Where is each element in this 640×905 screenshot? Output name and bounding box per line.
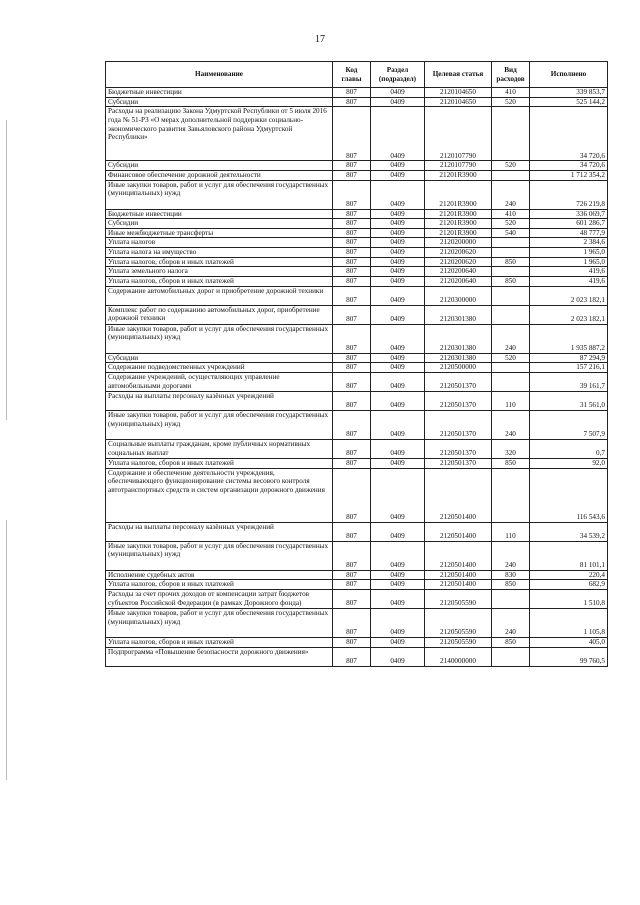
table-cell-name: Иные закупки товаров, работ и услуг для обеспечения государственных (муниципальных) нужд (106, 324, 333, 353)
table-cell-expense-type: 410 (492, 209, 530, 219)
table-cell-chapter-code: 807 (333, 391, 371, 410)
table-cell-target-item: 2120505590 (425, 589, 492, 608)
table-cell-target-item: 2120301380 (425, 324, 492, 353)
table-cell-name: Уплата земельного налога (106, 267, 333, 277)
table-cell-target-item: 2120200000 (425, 238, 492, 248)
table-cell-chapter-code: 807 (333, 267, 371, 277)
table-cell-target-item: 21201R3900 (425, 180, 492, 209)
table-cell-name: Уплата налогов, сборов и иных платежей (106, 580, 333, 590)
scan-edge-mark (6, 120, 7, 420)
header-expense-type: Вид расходов (492, 62, 530, 88)
table-row (106, 353, 608, 363)
header-section: Раздел (подраздел) (371, 62, 425, 88)
table-cell-section: 0409 (371, 209, 425, 219)
table-cell-name: Уплата налогов, сборов и иных платежей (106, 277, 333, 287)
table-row (106, 248, 608, 258)
table-cell-target-item: 2120501370 (425, 439, 492, 458)
table-cell-expense-type: 520 (492, 97, 530, 107)
table-row (106, 88, 608, 98)
table-cell-name: Иные межбюджетные трансферты (106, 228, 333, 238)
table-cell-expense-type (492, 170, 530, 180)
table-row (106, 647, 608, 666)
table-cell-section: 0409 (371, 88, 425, 98)
table-header-row (106, 62, 608, 88)
table-cell-section: 0409 (371, 286, 425, 305)
table-cell-chapter-code: 807 (333, 257, 371, 267)
header-target-item: Целевая статья (425, 62, 492, 88)
table-cell-target-item: 2120301380 (425, 353, 492, 363)
table-cell-executed: 2 023 182,1 (530, 286, 608, 305)
table-cell-section: 0409 (371, 180, 425, 209)
table-cell-expense-type: 320 (492, 439, 530, 458)
table-cell-target-item: 2120501400 (425, 468, 492, 522)
table-cell-section: 0409 (371, 522, 425, 541)
table-row (106, 161, 608, 171)
table-row (106, 277, 608, 287)
table-cell-chapter-code: 807 (333, 589, 371, 608)
table-cell-executed: 116 543,6 (530, 468, 608, 522)
table-cell-target-item: 2120501400 (425, 580, 492, 590)
table-cell-section: 0409 (371, 647, 425, 666)
table-cell-name: Содержание и обеспечение деятельности учреждения, обеспечивающего функционирование системы весового контроля автотранспортных средств и систем организации дорожного движения (106, 468, 333, 522)
table-cell-chapter-code: 807 (333, 286, 371, 305)
table-cell-executed: 2 023 182,1 (530, 305, 608, 324)
table-cell-section: 0409 (371, 238, 425, 248)
table-cell-chapter-code: 807 (333, 88, 371, 98)
table-cell-name: Уплата налога на имущество (106, 248, 333, 258)
table-cell-section: 0409 (371, 589, 425, 608)
table-cell-name: Расходы на выплаты персоналу казённых учреждений (106, 522, 333, 541)
table-cell-executed: 1 965,0 (530, 248, 608, 258)
table-cell-name: Комплекс работ по содержанию автомобильных дорог, приобретение дорожной техники (106, 305, 333, 324)
table-cell-target-item: 2120300000 (425, 286, 492, 305)
table-cell-executed: 34 539,2 (530, 522, 608, 541)
table-cell-executed: 419,6 (530, 277, 608, 287)
table-cell-chapter-code: 807 (333, 228, 371, 238)
table-cell-expense-type: 410 (492, 88, 530, 98)
table-cell-target-item: 2120501400 (425, 522, 492, 541)
table-cell-expense-type (492, 589, 530, 608)
table-row (106, 209, 608, 219)
table-cell-name: Подпрограмма «Повышение безопасности дорожного движения» (106, 647, 333, 666)
table-cell-section: 0409 (371, 161, 425, 171)
table-cell-section: 0409 (371, 580, 425, 590)
table-cell-chapter-code: 807 (333, 238, 371, 248)
table-cell-executed: 0,7 (530, 439, 608, 458)
table-cell-chapter-code: 807 (333, 372, 371, 391)
table-cell-target-item: 2140000000 (425, 647, 492, 666)
table-cell-executed: 1 105,8 (530, 608, 608, 637)
table-cell-section: 0409 (371, 219, 425, 229)
table-cell-section: 0409 (371, 170, 425, 180)
table-cell-executed: 48 777,9 (530, 228, 608, 238)
table-cell-chapter-code: 807 (333, 324, 371, 353)
table-cell-target-item: 2120505590 (425, 608, 492, 637)
table-cell-section: 0409 (371, 248, 425, 258)
table-cell-chapter-code: 807 (333, 353, 371, 363)
table-cell-target-item: 21201R3900 (425, 228, 492, 238)
table-row (106, 267, 608, 277)
table-cell-expense-type: 240 (492, 541, 530, 570)
table-row (106, 219, 608, 229)
table-cell-section: 0409 (371, 439, 425, 458)
table-cell-chapter-code: 807 (333, 570, 371, 580)
table-cell-executed: 87 294,9 (530, 353, 608, 363)
table-row (106, 286, 608, 305)
table-cell-chapter-code: 807 (333, 209, 371, 219)
table-cell-section: 0409 (371, 391, 425, 410)
header-chapter-code: Код главы (333, 62, 371, 88)
table-cell-expense-type (492, 248, 530, 258)
table-cell-chapter-code: 807 (333, 608, 371, 637)
table-cell-section: 0409 (371, 363, 425, 373)
table-cell-executed: 419,6 (530, 267, 608, 277)
table-cell-executed: 34 720,6 (530, 161, 608, 171)
table-cell-section: 0409 (371, 353, 425, 363)
table-cell-target-item: 2120501400 (425, 541, 492, 570)
table-cell-name: Бюджетные инвестиции (106, 88, 333, 98)
table-cell-executed: 1 965,0 (530, 257, 608, 267)
table-cell-expense-type (492, 107, 530, 161)
table-row (106, 391, 608, 410)
table-row (106, 458, 608, 468)
table-cell-chapter-code: 807 (333, 541, 371, 570)
table-cell-name: Содержание подведомственных учреждений (106, 363, 333, 373)
table-cell-expense-type: 520 (492, 161, 530, 171)
table-row (106, 257, 608, 267)
table-cell-target-item: 2120301380 (425, 305, 492, 324)
table-cell-name: Уплата налогов, сборов и иных платежей (106, 257, 333, 267)
table-cell-target-item: 2120501370 (425, 372, 492, 391)
table-cell-expense-type (492, 238, 530, 248)
table-cell-chapter-code: 807 (333, 219, 371, 229)
table-cell-chapter-code: 807 (333, 363, 371, 373)
table-cell-name: Иные закупки товаров, работ и услуг для обеспечения государственных (муниципальных) нужд (106, 410, 333, 439)
table-cell-section: 0409 (371, 228, 425, 238)
table-row (106, 305, 608, 324)
table-cell-chapter-code: 807 (333, 248, 371, 258)
table-row (106, 637, 608, 647)
table-cell-executed: 682,9 (530, 580, 608, 590)
table-cell-name: Субсидии (106, 161, 333, 171)
table-cell-name: Субсидии (106, 353, 333, 363)
table-cell-target-item: 2120501400 (425, 570, 492, 580)
table-cell-target-item: 2120104650 (425, 97, 492, 107)
table-cell-executed: 1 935 887,2 (530, 324, 608, 353)
table-cell-expense-type: 520 (492, 353, 530, 363)
table-cell-name: Содержание учреждений, осуществляющих управление автомобильными дорогами (106, 372, 333, 391)
table-cell-target-item: 2120505590 (425, 637, 492, 647)
table-cell-section: 0409 (371, 305, 425, 324)
table-cell-expense-type: 850 (492, 458, 530, 468)
table-cell-chapter-code: 807 (333, 522, 371, 541)
table-cell-name: Иные закупки товаров, работ и услуг для обеспечения государственных (муниципальных) нужд (106, 541, 333, 570)
table-cell-section: 0409 (371, 97, 425, 107)
table-cell-target-item: 2120107790 (425, 161, 492, 171)
table-cell-executed: 81 101,1 (530, 541, 608, 570)
table-cell-expense-type: 240 (492, 608, 530, 637)
table-cell-name: Иные закупки товаров, работ и услуг для обеспечения государственных (муниципальных) нужд (106, 180, 333, 209)
table-cell-chapter-code: 807 (333, 107, 371, 161)
table-cell-section: 0409 (371, 257, 425, 267)
table-row (106, 608, 608, 637)
table-row (106, 580, 608, 590)
table-cell-executed: 726 219,8 (530, 180, 608, 209)
table-row (106, 238, 608, 248)
table-cell-section: 0409 (371, 570, 425, 580)
table-cell-name: Расходы за счет прочих доходов от компенсации затрат бюджетов субъектов Российской Федерации (в рамках Дорожного фонда) (106, 589, 333, 608)
table-cell-section: 0409 (371, 410, 425, 439)
table-cell-executed: 39 161,7 (530, 372, 608, 391)
table-cell-chapter-code: 807 (333, 580, 371, 590)
table-cell-expense-type (492, 468, 530, 522)
table-cell-name: Субсидии (106, 219, 333, 229)
table-cell-section: 0409 (371, 541, 425, 570)
table-cell-chapter-code: 807 (333, 468, 371, 522)
table-cell-chapter-code: 807 (333, 97, 371, 107)
table-cell-name: Уплата налогов (106, 238, 333, 248)
table-cell-chapter-code: 807 (333, 439, 371, 458)
table-cell-section: 0409 (371, 107, 425, 161)
table-cell-chapter-code: 807 (333, 161, 371, 171)
table-cell-executed: 7 507,9 (530, 410, 608, 439)
table-row (106, 97, 608, 107)
table-cell-executed: 34 720,6 (530, 107, 608, 161)
table-cell-section: 0409 (371, 637, 425, 647)
table-cell-section: 0409 (371, 267, 425, 277)
table-cell-target-item: 2120104650 (425, 88, 492, 98)
table-cell-name: Финансовое обеспечение дорожной деятельности (106, 170, 333, 180)
table-cell-expense-type: 850 (492, 580, 530, 590)
table-cell-expense-type (492, 267, 530, 277)
table-cell-chapter-code: 807 (333, 637, 371, 647)
table-cell-target-item: 2120200620 (425, 257, 492, 267)
table-cell-executed: 99 760,5 (530, 647, 608, 666)
table-cell-target-item: 21201R3900 (425, 170, 492, 180)
table-cell-executed: 339 853,7 (530, 88, 608, 98)
table-cell-expense-type: 240 (492, 410, 530, 439)
table-cell-expense-type: 240 (492, 180, 530, 209)
table-cell-name: Уплата налогов, сборов и иных платежей (106, 458, 333, 468)
table-cell-expense-type: 520 (492, 219, 530, 229)
table-row (106, 522, 608, 541)
table-cell-name: Расходы на выплаты персоналу казённых учреждений (106, 391, 333, 410)
table-cell-chapter-code: 807 (333, 647, 371, 666)
table-cell-name: Бюджетные инвестиции (106, 209, 333, 219)
table-cell-chapter-code: 807 (333, 180, 371, 209)
table-row (106, 541, 608, 570)
table-cell-target-item: 2120200640 (425, 267, 492, 277)
table-cell-target-item: 2120200620 (425, 248, 492, 258)
table-cell-executed: 31 561,0 (530, 391, 608, 410)
page-number: 17 (315, 34, 325, 45)
table-row (106, 439, 608, 458)
table-cell-name: Содержание автомобильных дорог и приобретение дорожной техники (106, 286, 333, 305)
table-cell-name: Субсидии (106, 97, 333, 107)
table-cell-name: Социальные выплаты гражданам, кроме публичных нормативных социальных выплат (106, 439, 333, 458)
table-cell-expense-type: 540 (492, 228, 530, 238)
table-cell-target-item: 2120501370 (425, 391, 492, 410)
table-row (106, 372, 608, 391)
table-cell-expense-type (492, 305, 530, 324)
table-cell-expense-type: 110 (492, 522, 530, 541)
table-cell-name: Исполнение судебных актов (106, 570, 333, 580)
scan-edge-mark (6, 520, 7, 780)
table-cell-name: Уплата налогов, сборов и иных платежей (106, 637, 333, 647)
table-cell-executed: 525 144,2 (530, 97, 608, 107)
table-cell-section: 0409 (371, 458, 425, 468)
table-cell-executed: 157 216,1 (530, 363, 608, 373)
table-cell-expense-type: 850 (492, 257, 530, 267)
table-cell-executed: 336 069,7 (530, 209, 608, 219)
table-cell-executed: 1 712 354,2 (530, 170, 608, 180)
table-cell-chapter-code: 807 (333, 277, 371, 287)
table-cell-expense-type: 110 (492, 391, 530, 410)
table-row (106, 589, 608, 608)
table-cell-name: Иные закупки товаров, работ и услуг для обеспечения государственных (муниципальных) нужд (106, 608, 333, 637)
table-cell-chapter-code: 807 (333, 410, 371, 439)
header-executed: Исполнено (530, 62, 608, 88)
table-cell-expense-type (492, 286, 530, 305)
table-cell-name: Расходы на реализацию Закона Удмуртской Республики от 5 июля 2016 года № 51-РЗ «О мерах дополнительной поддержки социально-экономического развития Завьяловского района Удмуртской Республики» (106, 107, 333, 161)
table-cell-target-item: 21201R3900 (425, 219, 492, 229)
table-cell-executed: 2 384,6 (530, 238, 608, 248)
table-row (106, 324, 608, 353)
table-cell-executed: 405,0 (530, 637, 608, 647)
table-row (106, 107, 608, 161)
table-row (106, 468, 608, 522)
table-cell-section: 0409 (371, 372, 425, 391)
table-cell-executed: 1 510,8 (530, 589, 608, 608)
table-cell-chapter-code: 807 (333, 458, 371, 468)
table-cell-section: 0409 (371, 468, 425, 522)
table-cell-target-item: 2120200640 (425, 277, 492, 287)
table-cell-target-item: 2120501370 (425, 458, 492, 468)
table-cell-section: 0409 (371, 277, 425, 287)
table-cell-target-item: 21201R3900 (425, 209, 492, 219)
table-cell-executed: 601 286,7 (530, 219, 608, 229)
table-cell-chapter-code: 807 (333, 305, 371, 324)
table-cell-target-item: 2120500000 (425, 363, 492, 373)
table-cell-section: 0409 (371, 324, 425, 353)
table-row (106, 570, 608, 580)
table-row (106, 363, 608, 373)
table-row (106, 228, 608, 238)
table-cell-target-item: 2120501370 (425, 410, 492, 439)
table-cell-expense-type (492, 647, 530, 666)
table-cell-chapter-code: 807 (333, 170, 371, 180)
table-row (106, 170, 608, 180)
table-cell-expense-type (492, 363, 530, 373)
table-cell-section: 0409 (371, 608, 425, 637)
table-cell-expense-type (492, 372, 530, 391)
table-cell-expense-type: 850 (492, 637, 530, 647)
table-cell-expense-type: 830 (492, 570, 530, 580)
header-name: Наименование (106, 62, 333, 88)
budget-execution-table (105, 61, 608, 667)
table-row (106, 180, 608, 209)
table-cell-executed: 92,0 (530, 458, 608, 468)
table-cell-expense-type: 850 (492, 277, 530, 287)
table-cell-expense-type: 240 (492, 324, 530, 353)
table-row (106, 410, 608, 439)
table-cell-executed: 220,4 (530, 570, 608, 580)
table-cell-target-item: 2120107790 (425, 107, 492, 161)
